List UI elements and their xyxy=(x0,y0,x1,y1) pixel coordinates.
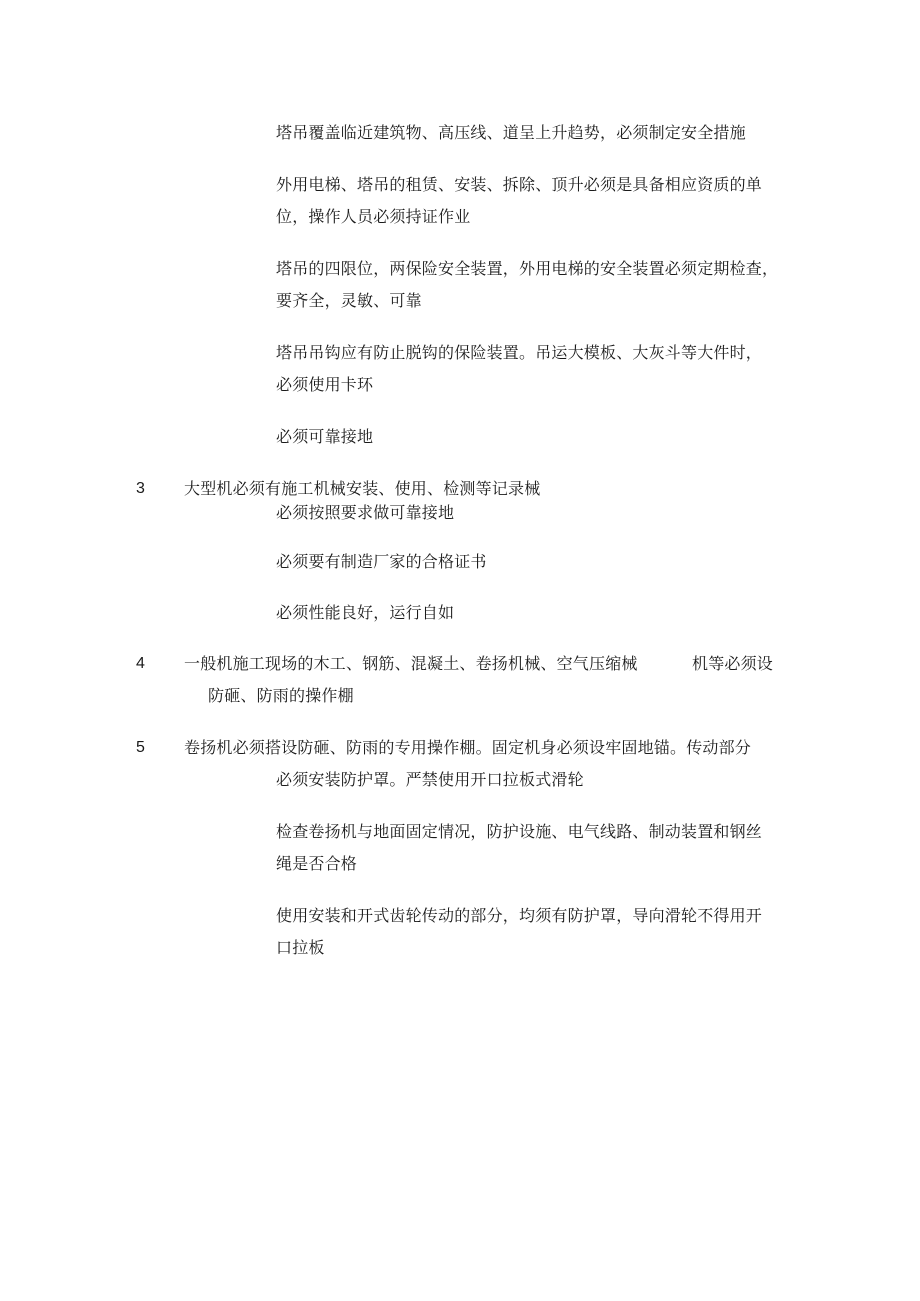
item-heading: 卷扬机必须搭设防砸、防雨的专用操作棚。固定机身必须设牢固地锚。传动部分 xyxy=(184,738,752,757)
text-line: 必须性能良好，运行自如 xyxy=(276,603,455,622)
text-line: 口拉板 xyxy=(276,938,325,957)
text-line: 检查卷扬机与地面固定情况，防护设施、电气线路、制动装置和钢丝 xyxy=(276,822,763,841)
text-line: 必须要有制造厂家的合格证书 xyxy=(276,552,487,571)
text-line: 要齐全，灵敏、可靠 xyxy=(276,291,422,310)
item-heading: 一般机施工现场的木工、钢筋、混凝土、卷扬机械、空气压缩械 xyxy=(184,654,638,673)
text-line: 使用安装和开式齿轮传动的部分，均须有防护罩，导向滑轮不得用开 xyxy=(276,906,763,925)
text-line: 必须安装防护罩。严禁使用开口拉板式滑轮 xyxy=(276,770,584,789)
text-line: 外用电梯、塔吊的租赁、安装、拆除、顶升必须是具备相应资质的单 xyxy=(276,175,763,194)
item-number: 5 xyxy=(136,739,145,756)
item-heading: 大型机必须有施工机械安装、使用、检测等记录械 xyxy=(184,479,541,498)
text-line: 机等必须设 xyxy=(692,654,774,673)
text-line: 必须按照要求做可靠接地 xyxy=(276,503,455,522)
text-line: 塔吊吊钩应有防止脱钩的保险装置。吊运大模板、大灰斗等大件时， xyxy=(276,343,763,362)
text-line: 必须可靠接地 xyxy=(276,427,374,446)
text-line: 必须使用卡环 xyxy=(276,375,374,394)
item-number: 3 xyxy=(136,480,145,497)
text-line: 绳是否合格 xyxy=(276,854,358,873)
item-number: 4 xyxy=(136,655,145,672)
text-line: 塔吊的四限位，两保险安全装置，外用电梯的安全装置必须定期检查， xyxy=(276,259,779,278)
text-line: 塔吊覆盖临近建筑物、高压线、道呈上升趋势，必须制定安全措施 xyxy=(276,123,746,142)
text-line: 位，操作人员必须持证作业 xyxy=(276,207,471,226)
text-line: 防砸、防雨的操作棚 xyxy=(208,686,354,705)
